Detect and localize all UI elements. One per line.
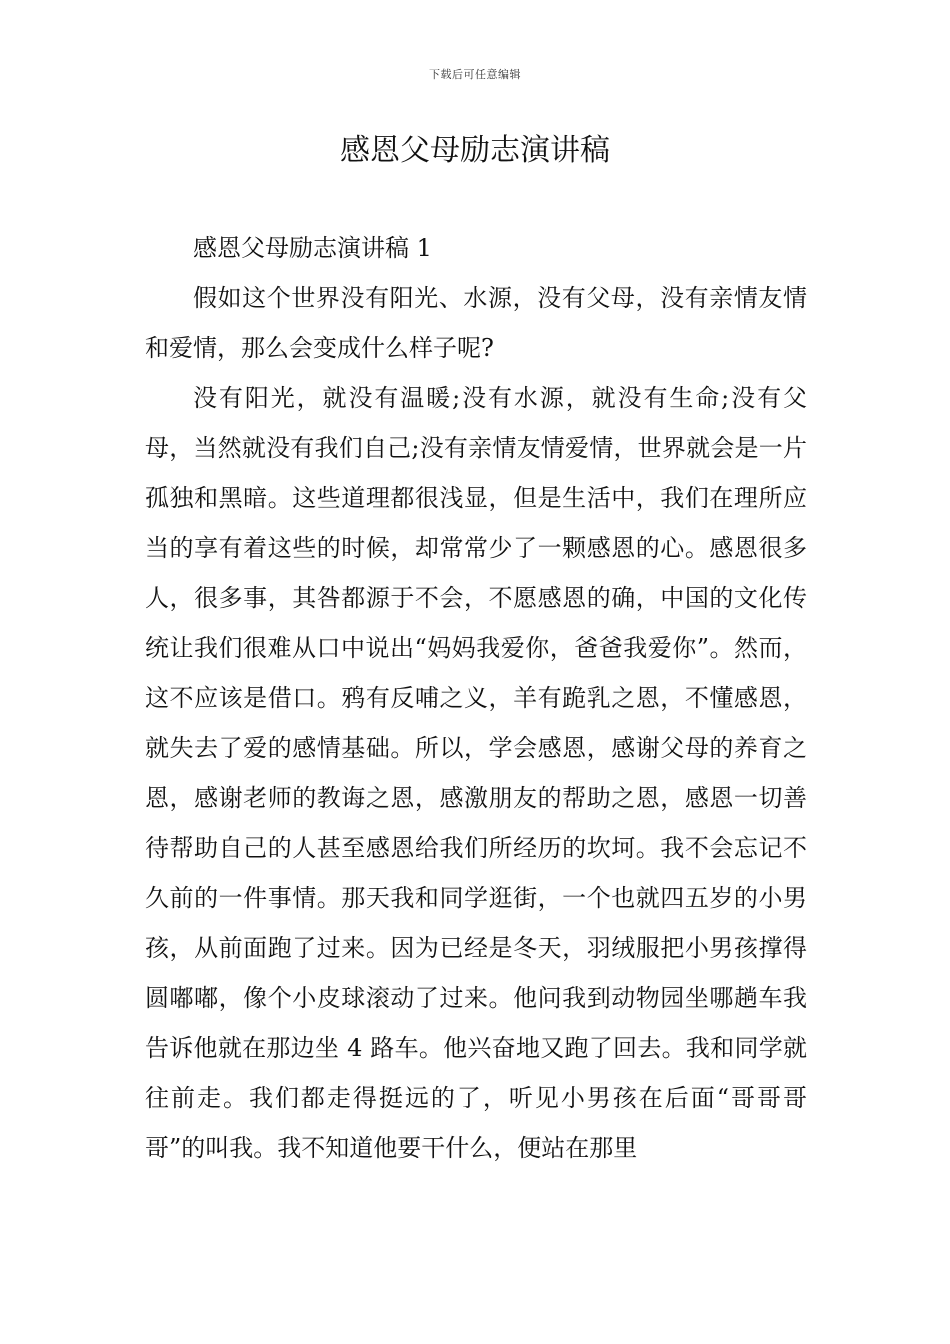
document-title: 感恩父母励志演讲稿 [340,133,610,168]
paragraph: 没有阳光，就没有温暖;没有水源，就没有生命;没有父母，当然就没有我们自己;没有亲情友情爱情，世界就会是一片孤独和黑暗。这些道理都很浅显，但是生活中，我们在理所应当的享有着这些的时候，却常常少了一颗感恩的心。感恩很多人，很多事，其咎都源于不会，不愿感恩的确，中国的文化传统让我们很难从口中说出“妈妈我爱你，爸爸我爱你”。然而，这不应该是借口。鸦有反哺之义，羊有跪乳之恩，不懂感恩，就失去了爱的感情基础。所以，学会感恩，感谢父母的养育之恩，感谢老师的教诲之恩，感激朋友的帮助之恩，感恩一切善待帮助自己的人甚至感恩给我们所经历的坎坷。我不会忘记不久前的一件事情。那天我和同学逛街，一个也就四五岁的小男孩，从前面跑了过来。因为已经是冬天，羽绒服把小男孩撑得圆嘟嘟，像个小皮球滚动了过来。他问我到动物园坐哪趟车我告诉他就在那边坐 4 路车。他兴奋地又跑了回去。我和同学就往前走。我们都走得挺远的了，听见小男孩在后面“哥哥哥哥”的叫我。我不知道他要干什么，便站在那里 [145,384,807,1162]
paragraph: 假如这个世界没有阳光、水源，没有父母，没有亲情友情和爱情，那么会变成什么样子呢? [145,284,807,362]
header-note: 下载后可任意编辑 [429,68,521,81]
document-body [145,223,807,1173]
section-heading: 感恩父母励志演讲稿 1 [193,234,432,262]
